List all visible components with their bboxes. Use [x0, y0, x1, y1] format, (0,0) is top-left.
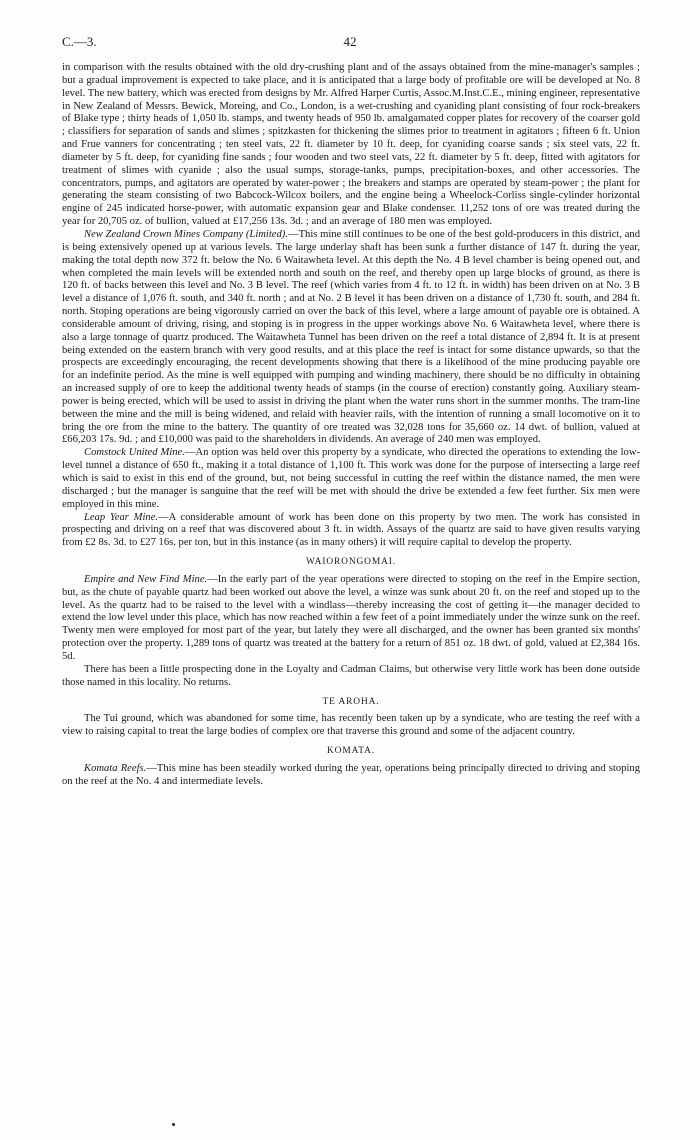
section-heading-te-aroha: TE AROHA.	[322, 696, 380, 707]
paragraph-text: —This mine still continues to be one of the best gold-producers in this district, and is being extensively opened up at various levels. The large underlay shaft has been sunk a further distance of 147 ft. during the year, making the total depth now 372 ft. below the No. 6 Waitawheta level. At this depth the No. 4 B level chamber is being opened out, and when completed the main levels will be extended north and south on the reef, and thereby open up large blocks of ground, as there is 120 ft. of backs between this level and No. 3 B level. The reef (which varies from 4 ft. to 12 ft. in width) has been driven on at No. 3 B level a distance of 1,076 ft. south, and 340 ft. north ; and at No. 2 B level it has been driven on a distance of 1,730 ft. south, and 284 ft. north. Stoping operations are being vigorously carried on over the back of this level, where a large amount of payable ore is obtained. A considerable amount of driving, rising, and stoping is in progress in the upper workings above No. 6 Waitawheta level, where there is also a large tonnage of quartz produced. The Waitawheta Tunnel has been driven on the reef a total distance of 2,894 ft. It is at present being extended on the eastern branch with very good results, and at this place the reef is intact for some distance upwards, so that the prospects are exceedingly encouraging, the recent developments showing that there is a likelihood of the mine producing payable ore for an indefinite period. As the mine is well equipped with pumping and winding machinery, there should be no difficulty in obtaining an increased supply of ore to keep the additional twenty heads of stamps (in the course of erection) constantly going. Auxiliary steam-power is being erected, which will be used to assist in driving the plant when the water runs short in the summer months. The tram-line between the mine and the mill is being widened, and relaid with heavier rails, with the intention of running a small locomotive on it to bring the ore from the mine to the battery. The quantity of ore treated was 32,028 tons for 35,660 oz. 14 dwt. of bullion, valued at £66,203 17s. 9d. ; and £10,000 was paid to the shareholders in dividends. An average of 240 men was employed.	[62, 228, 640, 446]
paragraph-text: —A considerable amount of work has been done on this property by two men. The work has consisted in prospecting and driving on a reef that was discovered about 3 ft. in width. Assays of the quartz are said to have given results varying from £2 8s. 3d. to £27 16s. per ton, but in this instance (as in many others) it will require capital to develop the property.	[62, 511, 640, 549]
ink-speck	[172, 1123, 175, 1126]
paragraph-text: —An option was held over this property by a syndicate, who directed the operations to extending the low-level tunnel a distance of 650 ft., making it a total distance of 1,100 ft. This work was done for the purpose of intersecting a large reef which is said to exist in this end of the ground, but, not being successful in cutting the reef within the distance named, the men were discharged ; but the manager is sanguine that the reef will be met with should the drive be extended a few feet further. Six men were employed in this mine.	[62, 447, 640, 510]
mine-heading: New Zealand Crown Mines Company (Limited).	[84, 228, 288, 240]
paragraph-empire-new-find	[62, 574, 640, 664]
paragraph-text: —This mine has been steadily worked during the year, operations being principally directed to driving and stoping on the reef at the No. 4 and intermediate levels.	[62, 762, 640, 787]
paragraph-text: The Tui ground, which was abandoned for some time, has recently been taken up by a syndicate, who are testing the reef with a view to raising capital to treat the large bodies of complex ore that traverse this ground and some of the adjacent country.	[62, 713, 640, 738]
paragraph-text: There has been a little prospecting done in the Loyalty and Cadman Claims, but otherwise very little work has been done outside those named in this locality. No returns.	[62, 663, 640, 688]
paragraph-text: in comparison with the results obtained with the old dry-crushing plant and of the assays obtained from the mine-manager's samples ; but a gradual improvement is expected to take place, and it is anticipated that a large body of profitable ore will be developed at No. 8 level. The new battery, which was erected from designs by Mr. Alfred Harper Curtis, Assoc.M.Inst.C.E., mining engineer, representative in New Zealand of Messrs. Bewick, Moreing, and Co., London, is a wet-crushing and cyaniding plant consisting of four rock-breakers of Blake type ; thirty heads of 1,050 lb. stamps, and twenty heads of 950 lb. amalgamated copper plates for recovery of the coarser gold ; classifiers for separation of sands and slimes ; spitzkasten for thickening the slimes prior to treatment in agitators ; fifteen 6 ft. Union and Frue vanners for concentrating ; ten steel vats, 22 ft. diameter by 10 ft. deep, for cyaniding coarse sands ; six steel vats, 22 ft. diameter by 5 ft. deep, for cyaniding fine sands ; four wooden and two steel vats, 22 ft. diameter by 5 ft. deep, fitted with agitators for treatment of slimes with cyanide ; also the usual sumps, storage-tanks, pumps, precipitation-boxes, and other accessories. The concentrators, pumps, and agitators are operated by water-power ; the breakers and stamps are operated by steam-power ; the plant for generating the steam consisting of two Babcock-Wilcox boilers, and the engine being a Wheelock-Corliss single-cylinder horizontal engine of 245 indicated horse-power, with automatic expansion gear and Blake condenser. 11,252 tons of ore was treated during the year for 20,705 oz. of bullion, valued at £17,256 13s. 3d. ; and an average of 180 men was employed.	[62, 62, 640, 228]
paragraph-nz-crown-mines	[62, 229, 640, 447]
paragraph-comstock-united	[62, 447, 640, 511]
section-heading-komata: KOMATA.	[327, 746, 375, 757]
parliamentary-paper-ref: C.—3.	[62, 34, 97, 49]
mine-heading: Komata Reefs.	[84, 762, 147, 774]
mine-heading: Comstock United Mine.	[84, 447, 185, 459]
paragraph-leap-year	[62, 512, 640, 551]
paragraph-loyalty-cadman	[62, 664, 640, 690]
paragraph-text: —In the early part of the year operations were directed to stoping on the reef in the Empire section, but, as the chute of payable quartz had been worked out above the level, a winze was sunk about 20 ft. on the reef and stoped up to the level. As the quartz had to be raised to the level with a windlass—thereby increasing the cost of getting it—the manager decided to extend the low level under this place, which has now reached within a few feet of a point immediately under the winze sunk on the reef. Twenty men were employed for most part of the year, but lately they were all discharged, and the owner has been granted six months' protection over the property. 1,289 tons of quartz was treated at the battery for a return of 851 oz. 18 dwt. of gold, valued at £2,384 16s. 5d.	[62, 573, 640, 662]
section-heading-waiorongomai: WAIORONGOMAI.	[305, 557, 397, 568]
page-number: 42	[343, 34, 357, 49]
paragraph-continued	[62, 62, 640, 229]
page-header	[48, 34, 652, 50]
paragraph-tui-ground	[62, 713, 640, 739]
paragraph-komata-reefs	[62, 763, 640, 789]
document-body	[62, 62, 640, 789]
mine-heading: Empire and New Find Mine.	[84, 573, 208, 585]
mine-heading: Leap Year Mine.	[84, 511, 159, 523]
